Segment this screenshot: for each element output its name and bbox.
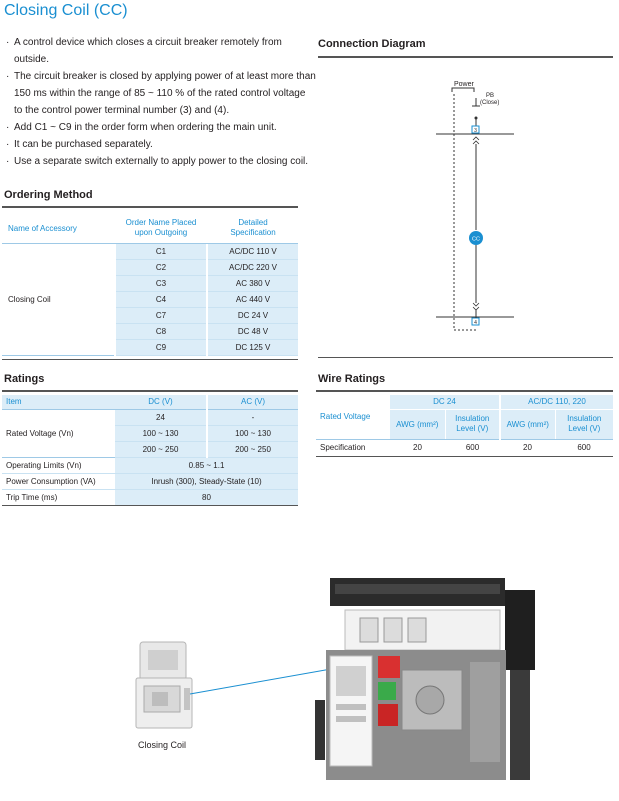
order-code: C2 (116, 259, 206, 275)
order-code: C3 (116, 275, 206, 291)
rated-voltage-header: Rated Voltage (316, 395, 390, 439)
divider (2, 359, 298, 360)
group-acdc-header: AC/DC 110, 220 (500, 395, 613, 409)
power-consumption-value: Inrush (300), Steady-State (10) (115, 473, 298, 489)
terminal-4: 4 (474, 320, 477, 326)
ordering-heading: Ordering Method (4, 189, 93, 201)
list-item: · The circuit breaker is closed by applying power of at least more than 150 ms within the range of 85 ~ 110 % of the rated control voltage to the control power terminal number (3) and (4). (6, 68, 316, 119)
rated-voltage-label: Rated Voltage (Vn) (2, 409, 115, 457)
order-code: C4 (116, 291, 206, 307)
product-caption: Closing Coil (138, 740, 187, 750)
insulation-header: Insulation Level (V) (445, 409, 500, 439)
table-row (316, 439, 613, 456)
insulation-header: Insulation Level (V) (555, 409, 613, 439)
header-dc: DC (V) (115, 395, 207, 409)
dc-awg-value: 20 (390, 439, 445, 456)
rated-voltage-dc: 24 (115, 409, 207, 425)
trip-time-label: Trip Time (ms) (2, 489, 115, 505)
terminal-3: 3 (474, 128, 477, 134)
wire-ratings-heading: Wire Ratings (318, 373, 386, 385)
header-order-name: Order Name Placed upon Outgoing (116, 214, 206, 243)
list-item: · Use a separate switch externally to apply power to the closing coil. (6, 153, 316, 170)
close-label: (Close) (480, 100, 500, 106)
awg-header: AWG (mm²) (390, 409, 445, 439)
order-code: C1 (116, 243, 206, 259)
power-label: Power (454, 81, 474, 88)
product-illustration (130, 570, 610, 796)
power-consumption-label: Power Consumption (VA) (2, 473, 115, 489)
order-spec: AC/DC 110 V (208, 243, 298, 259)
acdc-insulation-value: 600 (555, 439, 613, 456)
divider (316, 390, 613, 392)
order-code: C9 (116, 339, 206, 355)
accessory-name: Closing Coil (2, 243, 114, 355)
pb-label: PB (486, 93, 495, 99)
order-code: C7 (116, 307, 206, 323)
table-row (2, 457, 298, 473)
order-spec: AC/DC 220 V (208, 259, 298, 275)
acdc-awg-value: 20 (500, 439, 555, 456)
header-ac: AC (V) (207, 395, 298, 409)
list-item: · A control device which closes a circuit breaker remotely from outside. (6, 34, 316, 68)
table-row (2, 489, 298, 505)
trip-time-value: 80 (115, 489, 298, 505)
dc-insulation-value: 600 (445, 439, 500, 456)
table-row (2, 473, 298, 489)
group-dc-header: DC 24 (390, 395, 500, 409)
ratings-table (2, 395, 298, 506)
list-item: · Add C1 ~ C9 in the order form when ordering the main unit. (6, 119, 316, 136)
wire-ratings-table (316, 395, 613, 457)
awg-header: AWG (mm²) (500, 409, 555, 439)
connection-diagram-heading: Connection Diagram (318, 38, 426, 50)
specification-label: Specification (316, 439, 390, 456)
page-title: Closing Coil (CC) (4, 2, 128, 19)
list-item: · It can be purchased separately. (6, 136, 316, 153)
order-spec: AC 380 V (208, 275, 298, 291)
divider (318, 56, 613, 58)
rated-voltage-dc: 200 ~ 250 (115, 441, 207, 457)
order-spec: DC 48 V (208, 323, 298, 339)
order-spec: DC 24 V (208, 307, 298, 323)
table-row (2, 243, 298, 259)
order-code: C8 (116, 323, 206, 339)
ordering-table (2, 214, 298, 356)
connection-diagram (318, 60, 613, 360)
rated-voltage-dc: 100 ~ 130 (115, 425, 207, 441)
table-row (2, 409, 298, 425)
circuit-breaker-image (315, 578, 535, 780)
closing-coil-image (136, 642, 192, 728)
feature-list (6, 34, 316, 170)
header-name: Name of Accessory (2, 214, 114, 243)
divider (2, 390, 298, 392)
divider (318, 357, 613, 358)
operating-limits-value: 0.85 ~ 1.1 (115, 457, 298, 473)
rated-voltage-ac: 100 ~ 130 (207, 425, 298, 441)
ratings-heading: Ratings (4, 373, 45, 385)
header-spec: Detailed Specification (208, 214, 298, 243)
divider (2, 206, 298, 208)
header-item: Item (2, 395, 115, 409)
rated-voltage-ac: - (207, 409, 298, 425)
rated-voltage-ac: 200 ~ 250 (207, 441, 298, 457)
operating-limits-label: Operating Limits (Vn) (2, 457, 115, 473)
coil-label: CC (472, 236, 480, 243)
order-spec: AC 440 V (208, 291, 298, 307)
order-spec: DC 125 V (208, 339, 298, 355)
